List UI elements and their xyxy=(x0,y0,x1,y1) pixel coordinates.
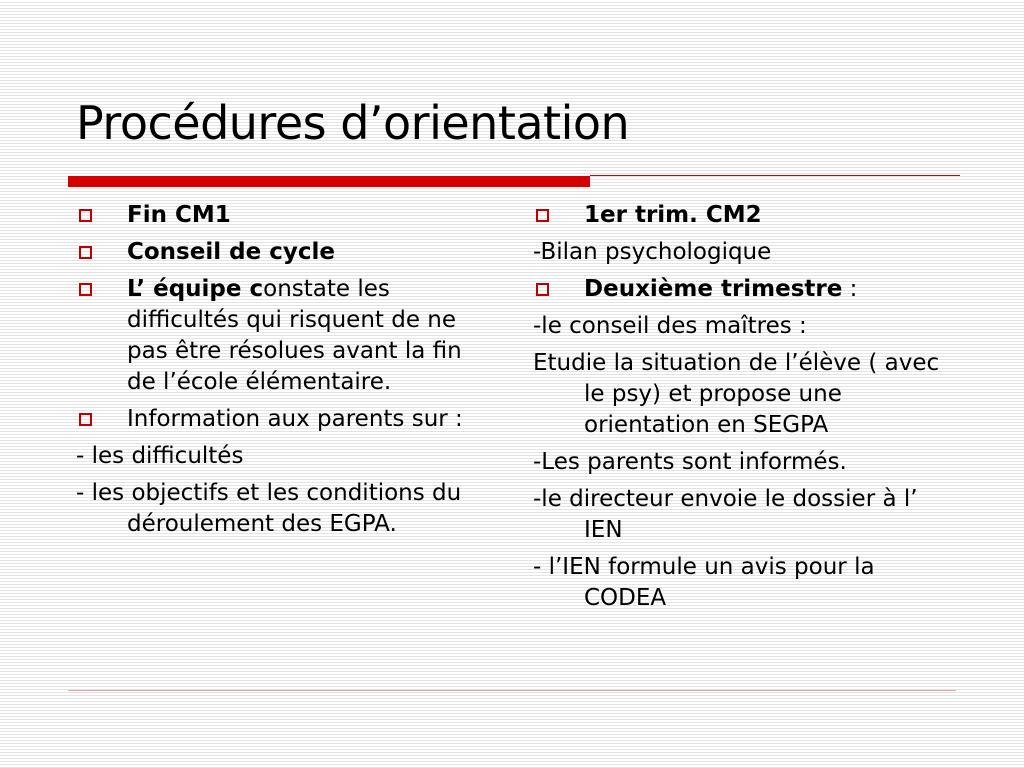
list-item-information xyxy=(76,404,496,435)
dash-item-ien: - l’IEN formule un avis pour la CODEA xyxy=(533,554,875,611)
dash-item-parents: -Les parents sont informés. xyxy=(533,449,847,475)
equipe-text: onstate les difficultés qui risquent de ne pas être résolues avant la fin de l’école élémentaire. xyxy=(127,276,462,395)
dash-item-directeur: -le directeur envoie le dossier à l’ IEN xyxy=(533,486,918,543)
deuxieme-trimestre-suffix: : xyxy=(842,276,858,302)
left-column xyxy=(76,200,496,546)
dash-item-difficultes: - les difficultés xyxy=(76,443,244,469)
square-bullet-icon xyxy=(79,283,92,296)
dash-item-objectifs: - les objectifs et les conditions du déroulement des EGPA. xyxy=(76,480,462,537)
text-item-etudie: Etudie la situation de l’élève ( avec le psy) et propose une orientation en SEGPA xyxy=(533,350,940,438)
right-column xyxy=(533,200,958,620)
square-bullet-icon xyxy=(79,413,92,426)
list-item-conseil-de-cycle xyxy=(76,237,496,268)
title-underline-thin xyxy=(590,175,960,176)
conseil-de-cycle-text: Conseil de cycle xyxy=(127,239,335,265)
list-item-deuxieme-trimestre xyxy=(533,274,958,305)
equipe-bold-text: L’ équipe c xyxy=(127,276,264,302)
square-bullet-icon xyxy=(79,246,92,259)
trim-cm2-text: 1er trim. CM2 xyxy=(584,202,762,228)
title-underline-thick xyxy=(68,176,590,187)
deuxieme-trimestre-text: Deuxième trimestre xyxy=(584,276,843,302)
slide-title: Procédures d’orientation xyxy=(76,96,630,150)
dash-item-bilan: -Bilan psychologique xyxy=(533,239,772,265)
list-item-trim-cm2 xyxy=(533,200,958,231)
list-item-fin-cm1 xyxy=(76,200,496,231)
square-bullet-icon xyxy=(536,283,549,296)
list-item-equipe xyxy=(76,274,496,398)
dash-item-conseil-maitres: -le conseil des maîtres : xyxy=(533,313,807,339)
square-bullet-icon xyxy=(536,209,549,222)
fin-cm1-text: Fin CM1 xyxy=(127,202,231,228)
footer-divider xyxy=(68,690,956,691)
square-bullet-icon xyxy=(79,209,92,222)
information-text: Information aux parents sur : xyxy=(127,406,463,432)
